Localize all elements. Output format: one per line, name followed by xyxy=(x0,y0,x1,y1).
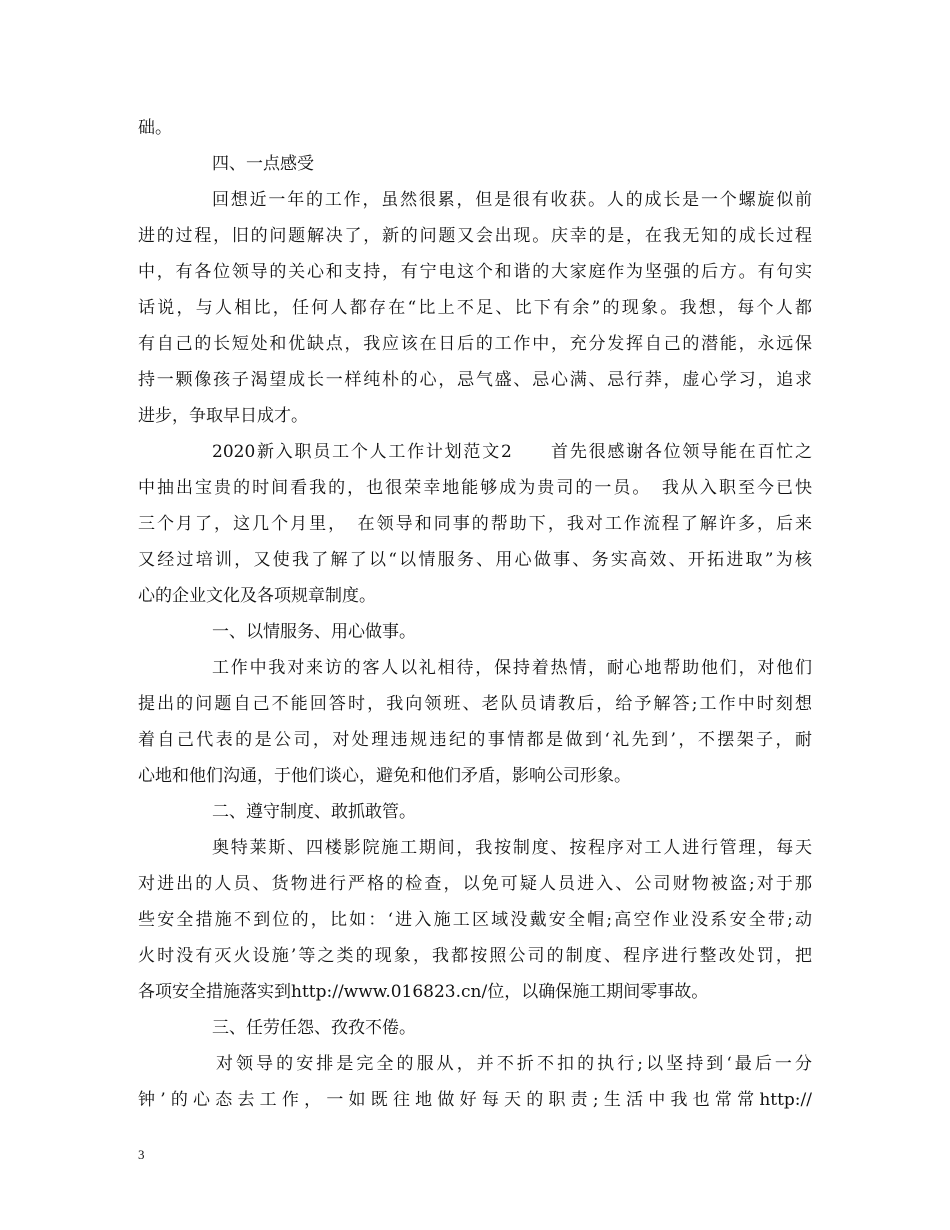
section-heading: 三、任劳任怨、孜孜不倦。 xyxy=(212,1018,416,1038)
section-heading: 四、一点感受 xyxy=(212,154,314,174)
paragraph-line: 对领导的安排是完全的服从，并不折不扣的执行;以坚持到‘最后一分 xyxy=(216,1054,812,1074)
paragraph-line: 火时没有灭火设施’等之类的现象，我都按照公司的制度、程序进行整改处罚，把 xyxy=(138,946,812,966)
paragraph-line: 中抽出宝贵的时间看我的，也很荣幸地能够成为贵司的一员。 我从入职至今已快 xyxy=(138,478,812,498)
paragraph-line: 奥特莱斯、四楼影院施工期间，我按制度、按程序对工人进行管理，每天 xyxy=(212,838,812,858)
section-heading: 一、以情服务、用心做事。 xyxy=(212,622,416,642)
paragraph-line: 进步，争取早日成才。 xyxy=(138,406,308,426)
paragraph-line: 着自己代表的是公司，对处理违规违纪的事情都是做到‘礼先到’，不摆架子，耐 xyxy=(138,730,812,750)
paragraph-line: 础。 xyxy=(138,118,172,138)
paragraph-line: 有自己的长短处和优缺点，我应该在日后的工作中，充分发挥自己的潜能，永远保 xyxy=(138,334,812,354)
paragraph-line: 回想近一年的工作，虽然很累，但是很有收获。人的成长是一个螺旋似前 xyxy=(212,190,812,210)
paragraph-line: 提出的问题自己不能回答时，我向领班、老队员请教后，给予解答;工作中时刻想 xyxy=(138,694,812,714)
page-number: 3 xyxy=(138,1147,145,1162)
paragraph-line: 三个月了，这几个月里， 在领导和同事的帮助下，我对工作流程了解许多，后来 xyxy=(138,514,812,534)
paragraph-line: 钟’的心态去工作，一如既往地做好每天的职责;生活中我也常常http:// xyxy=(138,1090,812,1110)
paragraph-line: 心地和他们沟通，于他们谈心，避免和他们矛盾，影响公司形象。 xyxy=(138,766,631,786)
paragraph-line: 进的过程，旧的问题解决了，新的问题又会出现。庆幸的是，在我无知的成长过程 xyxy=(138,226,812,246)
paragraph-line: 又经过培训，又使我了解了以“以情服务、用心做事、务实高效、开拓进取”为核 xyxy=(138,550,812,570)
paragraph-line: 中，有各位领导的关心和支持，有宁电这个和谐的大家庭作为坚强的后方。有句实 xyxy=(138,262,812,282)
paragraph-line: 工作中我对来访的客人以礼相待，保持着热情，耐心地帮助他们，对他们 xyxy=(212,658,812,678)
paragraph-line: 各项安全措施落实到http://www.016823.cn/位，以确保施工期间零事故。 xyxy=(138,982,709,1002)
paragraph-line: 2020新入职员工个人工作计划范文2 首先很感谢各位领导能在百忙之 xyxy=(212,442,812,462)
section-heading: 二、遵守制度、敢抓敢管。 xyxy=(212,802,416,822)
paragraph-line: 话说，与人相比，任何人都存在“比上不足、比下有余”的现象。我想，每个人都 xyxy=(138,298,812,318)
paragraph-line: 些安全措施不到位的，比如：‘进入施工区域没戴安全帽;高空作业没系安全带;动 xyxy=(138,910,812,930)
paragraph-line: 对进出的人员、货物进行严格的检查，以免可疑人员进入、公司财物被盗;对于那 xyxy=(138,874,812,894)
paragraph-line: 心的企业文化及各项规章制度。 xyxy=(138,586,376,606)
paragraph-line: 持一颗像孩子渴望成长一样纯朴的心，忌气盛、忌心满、忌行莽，虚心学习，追求 xyxy=(138,370,812,390)
